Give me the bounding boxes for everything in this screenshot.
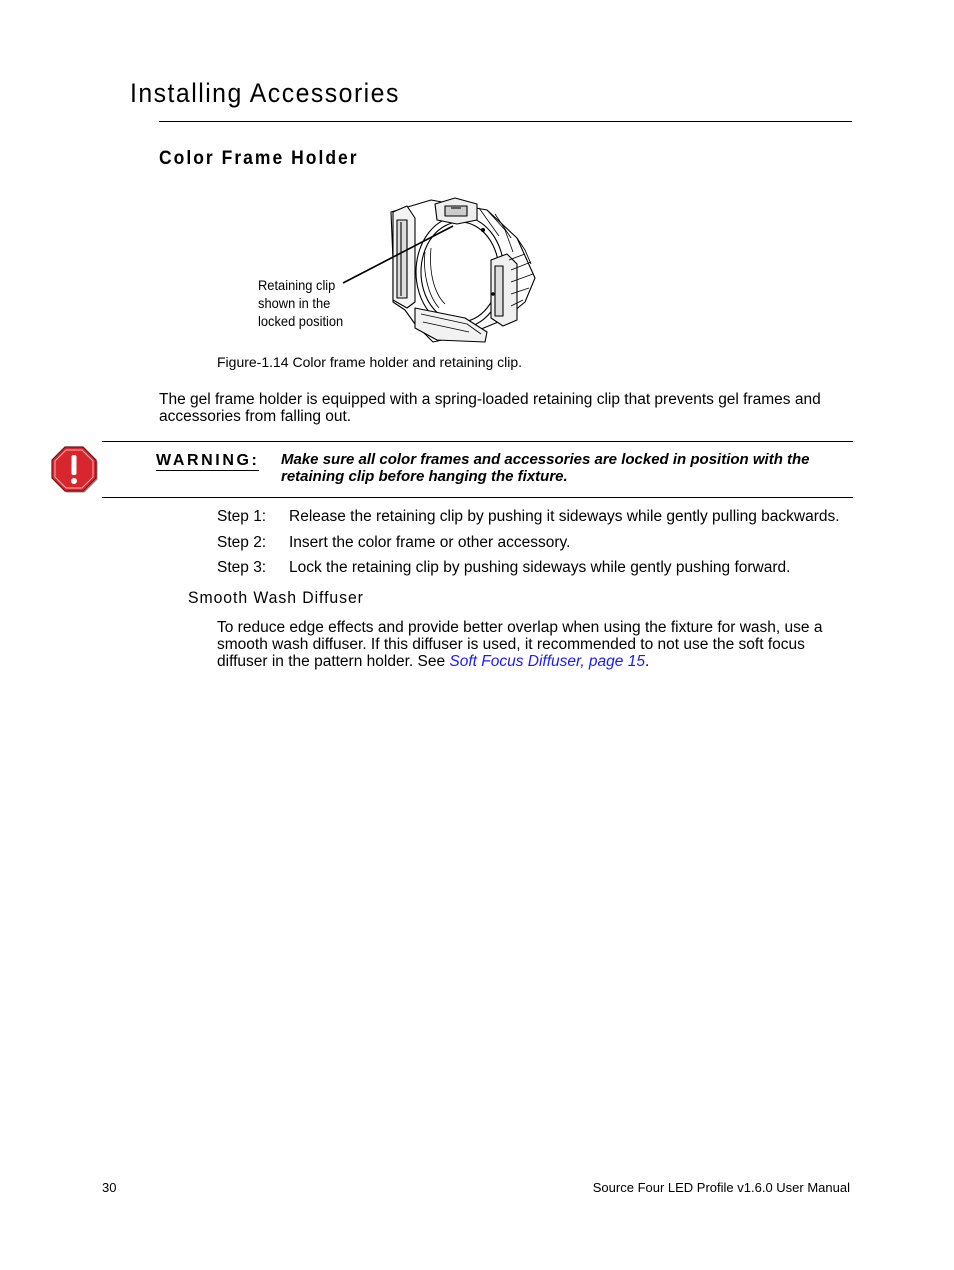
step-label: Step 3: [217, 559, 267, 576]
wash-diffuser-paragraph [217, 619, 857, 670]
procedure-steps [217, 507, 867, 584]
warning-bottom-rule [102, 497, 853, 498]
manual-title: Source Four LED Profile v1.6.0 User Manual [592, 1180, 850, 1195]
stop-warning-icon [50, 445, 98, 493]
warning-top-rule [102, 441, 853, 442]
step-label: Step 1: [217, 508, 267, 525]
chapter-title: Installing Accessories [130, 78, 400, 108]
section-title: Color Frame Holder [159, 148, 359, 169]
subsection-title: Smooth Wash Diffuser [188, 588, 364, 607]
step-item [217, 507, 867, 533]
step-label: Step 2: [217, 533, 267, 551]
callout-line: Retaining clip [258, 277, 336, 293]
title-divider [159, 121, 852, 122]
step-text: Lock the retaining clip by pushing sideways while gently pushing forward. [289, 559, 791, 576]
step-item [217, 533, 867, 559]
callout-line: locked position [258, 313, 344, 329]
retaining-clip-callout [258, 276, 343, 330]
wash-paragraph-text: To reduce edge effects and provide better overlap when using the fixture for wash, use a smooth wash diffuser. If this diffuser is used, it recommended to not use the soft focus diffuser in the pattern holder. See [217, 619, 823, 670]
step-text: Insert the color frame or other accessory. [289, 533, 571, 551]
figure-caption: Figure-1.14 Color frame holder and retaining clip. [217, 354, 523, 370]
wash-paragraph-end: . [644, 653, 650, 670]
step-item [217, 558, 867, 584]
callout-line: shown in the [258, 295, 331, 311]
step-text: Release the retaining clip by pushing it sideways while gently pulling backwards. [289, 508, 840, 525]
intro-paragraph: The gel frame holder is equipped with a spring-loaded retaining clip that prevents gel frames and accessories from falling out. [159, 391, 821, 425]
warning-label: WARNING: [156, 452, 260, 469]
soft-focus-diffuser-link[interactable]: Soft Focus Diffuser, page 15 [449, 653, 645, 670]
warning-text: Make sure all color frames and accessories are locked in position with the retaining clip before hanging the fixture. [281, 451, 810, 485]
page-number: 30 [102, 1180, 117, 1195]
